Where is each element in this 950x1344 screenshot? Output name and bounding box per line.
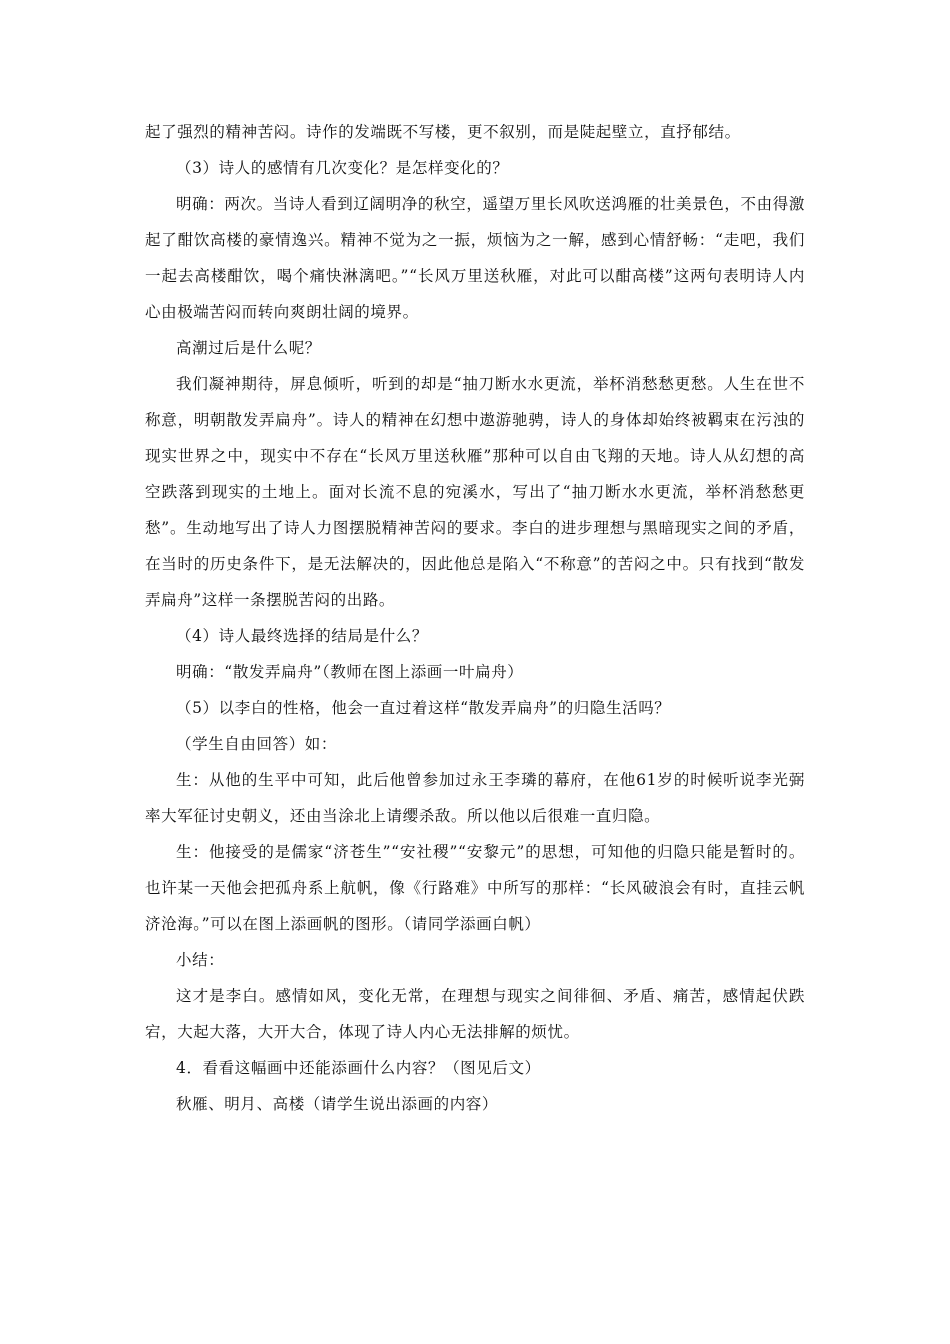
student-answer-1: 生：从他的生平中可知，此后他曾参加过永王李璘的幕府，在他61岁的时候听说李光弼率大军征讨史朝义，还由当涂北上请缨杀敌。所以他以后很难一直归隐。 xyxy=(145,771,805,825)
question-5: （5）以李白的性格，他会一直过着这样“散发弄扁舟”的归隐生活吗？ xyxy=(176,699,671,717)
item-4-answer: 秋雁、明月、高楼（请学生说出添画的内容） xyxy=(176,1095,499,1113)
item-4-question: 4．看看这幅画中还能添画什么内容？（图见后文） xyxy=(176,1059,541,1077)
climax-analysis: 我们凝神期待，屏息倾听，听到的却是“抽刀断水水更流，举杯消愁愁更愁。人生在世不称意，明朝散发弄扁舟”。诗人的精神在幻想中遨游驰骋，诗人的身体却始终被羁束在污浊的现实世界之中，现实中不存在“长风万里送秋雁”那种可以自由飞翔的天地。诗人从幻想的高空跌落到现实的土地上。面对长流不息的宛溪水，写出了“抽刀断水水更流，举杯消愁愁更愁”。生动地写出了诗人力图摆脱精神苦闷的要求。李白的进步理想与黑暗现实之间的矛盾，在当时的历史条件下，是无法解决的，因此他总是陷入“不称意”的苦闷之中。只有找到“散发弄扁舟”这样一条摆脱苦闷的出路。 xyxy=(145,375,805,609)
question-3: （3）诗人的感情有几次变化？是怎样变化的？ xyxy=(176,159,509,177)
student-answer-intro: （学生自由回答）如： xyxy=(176,735,338,753)
document-body xyxy=(145,114,805,1122)
summary-text: 这才是李白。感情如风，变化无常，在理想与现实之间徘徊、矛盾、痛苦，感情起伏跌宕，大起大落，大开大合，体现了诗人内心无法排解的烦忧。 xyxy=(145,987,805,1041)
student-answer-2: 生：他接受的是儒家“济苍生”“安社稷”“安黎元”的思想，可知他的归隐只能是暂时的。也许某一天他会把孤舟系上航帆，像《行路难》中所写的那样：“长风破浪会有时，直挂云帆济沧海。”可以在图上添画帆的图形。（请同学添画白帆） xyxy=(145,843,805,933)
climax-question: 高潮过后是什么呢？ xyxy=(176,339,321,357)
answer-3: 明确：两次。当诗人看到辽阔明净的秋空，遥望万里长风吹送鸿雁的壮美景色，不由得激起了酣饮高楼的豪情逸兴。精神不觉为之一振，烦恼为之一解，感到心情舒畅：“走吧，我们一起去高楼酣饮，喝个痛快淋漓吧。”“长风万里送秋雁，对此可以酣高楼”这两句表明诗人内心由极端苦闷而转向爽朗壮阔的境界。 xyxy=(145,195,805,321)
summary-heading: 小结： xyxy=(176,951,225,969)
question-4: （4）诗人最终选择的结局是什么？ xyxy=(176,627,428,645)
answer-4: 明确：“散发弄扁舟”（教师在图上添画一叶扁舟） xyxy=(176,663,524,681)
paragraph-continuation: 起了强烈的精神苦闷。诗作的发端既不写楼，更不叙别，而是陡起壁立，直抒郁结。 xyxy=(145,123,741,141)
